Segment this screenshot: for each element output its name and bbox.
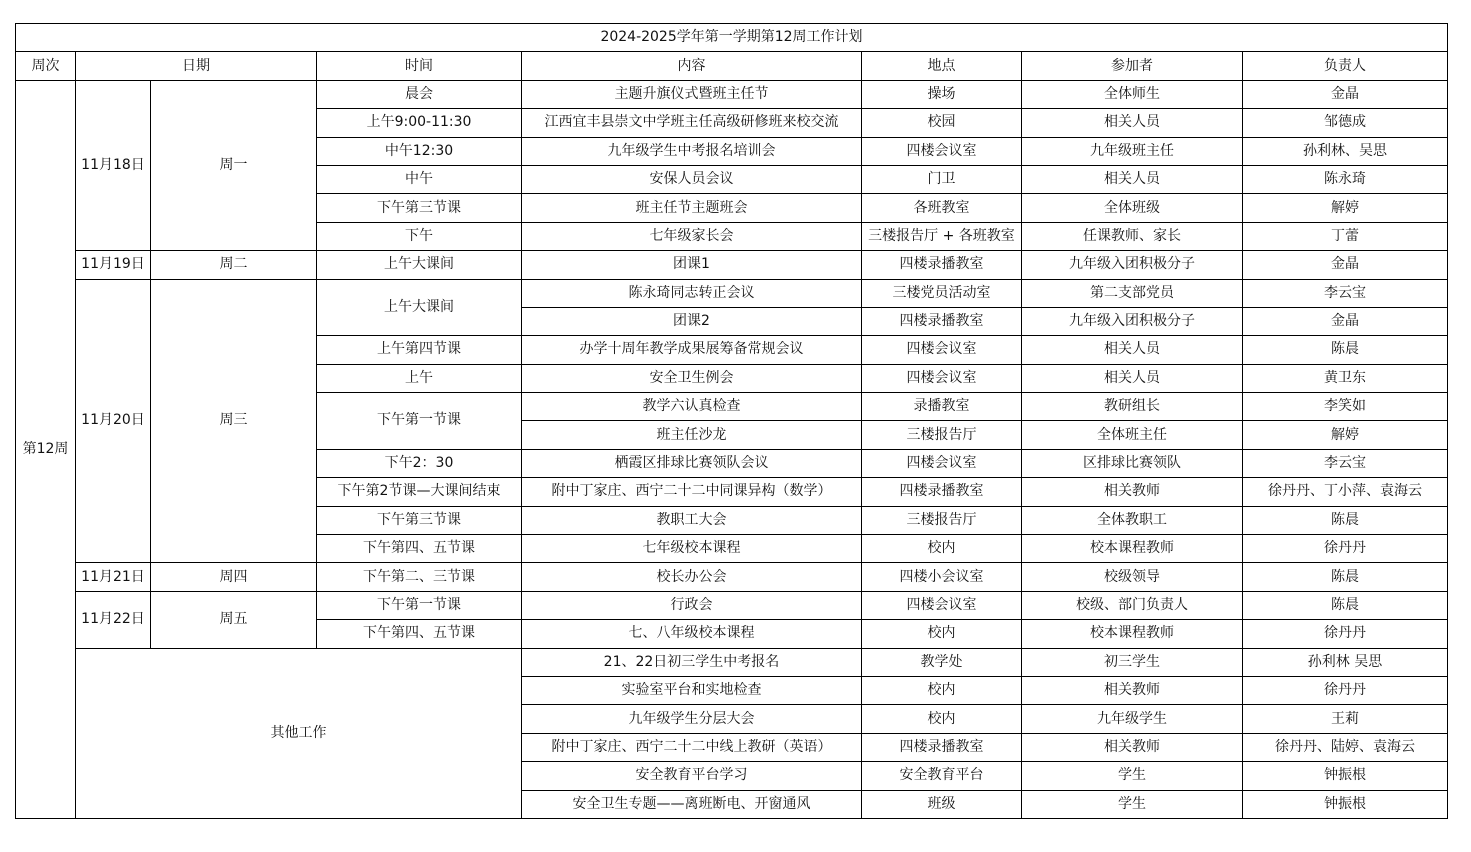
time-cell: 下午第二、三节课: [317, 563, 522, 591]
owner-cell: 金晶: [1243, 251, 1448, 279]
participants-cell: 任课教师、家长: [1022, 222, 1243, 250]
place-cell: 四楼录播教室: [862, 251, 1022, 279]
time-cell: 上午9:00-11:30: [317, 109, 522, 137]
content-cell: 校长办公会: [522, 563, 862, 591]
place-cell: 三楼党员活动室: [862, 279, 1022, 307]
owner-cell: 李云宝: [1243, 449, 1448, 477]
place-cell: 四楼会议室: [862, 449, 1022, 477]
owner-cell: 陈晨: [1243, 563, 1448, 591]
owner-cell: 丁蕾: [1243, 222, 1448, 250]
owner-cell: 解婷: [1243, 421, 1448, 449]
owner-cell: 邹德成: [1243, 109, 1448, 137]
time-cell: 下午第2节课—大课间结束: [317, 478, 522, 506]
place-cell: 四楼录播教室: [862, 307, 1022, 335]
owner-cell: 徐丹丹: [1243, 620, 1448, 648]
participants-cell: 相关教师: [1022, 478, 1243, 506]
table-row: [16, 648, 1448, 676]
date-cell: 11月18日: [76, 80, 151, 250]
header-owner: 负责人: [1243, 52, 1448, 80]
weekday-cell: 周二: [151, 251, 317, 279]
header-week: 周次: [16, 52, 76, 80]
participants-cell: 初三学生: [1022, 648, 1243, 676]
participants-cell: 九年级入团积极分子: [1022, 251, 1243, 279]
participants-cell: 全体班级: [1022, 194, 1243, 222]
participants-cell: 校本课程教师: [1022, 620, 1243, 648]
place-cell: 校内: [862, 620, 1022, 648]
owner-cell: 钟振根: [1243, 790, 1448, 818]
content-cell: 办学十周年教学成果展筹备常规会议: [522, 336, 862, 364]
participants-cell: 全体班主任: [1022, 421, 1243, 449]
owner-cell: 金晶: [1243, 80, 1448, 108]
participants-cell: 相关人员: [1022, 364, 1243, 392]
participants-cell: 相关人员: [1022, 165, 1243, 193]
time-cell: 上午第四节课: [317, 336, 522, 364]
owner-cell: 徐丹丹、丁小萍、袁海云: [1243, 478, 1448, 506]
owner-cell: 陈永琦: [1243, 165, 1448, 193]
participants-cell: 九年级班主任: [1022, 137, 1243, 165]
owner-cell: 徐丹丹: [1243, 676, 1448, 704]
place-cell: 四楼会议室: [862, 137, 1022, 165]
date-cell: 11月21日: [76, 563, 151, 591]
content-cell: 安全教育平台学习: [522, 762, 862, 790]
other-work-label: 其他工作: [76, 648, 522, 818]
content-cell: 七年级家长会: [522, 222, 862, 250]
owner-cell: 王莉: [1243, 705, 1448, 733]
content-cell: 江西宜丰县崇文中学班主任高级研修班来校交流: [522, 109, 862, 137]
owner-cell: 陈晨: [1243, 506, 1448, 534]
weekday-cell: 周四: [151, 563, 317, 591]
table-row: [16, 80, 1448, 108]
participants-cell: 教研组长: [1022, 393, 1243, 421]
participants-cell: 全体师生: [1022, 80, 1243, 108]
weekday-cell: 周三: [151, 279, 317, 563]
header-content: 内容: [522, 52, 862, 80]
place-cell: 四楼会议室: [862, 336, 1022, 364]
participants-cell: 区排球比赛领队: [1022, 449, 1243, 477]
content-cell: 教学六认真检查: [522, 393, 862, 421]
participants-cell: 相关教师: [1022, 676, 1243, 704]
place-cell: 四楼会议室: [862, 364, 1022, 392]
place-cell: 四楼录播教室: [862, 733, 1022, 761]
owner-cell: 陈晨: [1243, 591, 1448, 619]
table-row: [16, 279, 1448, 307]
participants-cell: 相关人员: [1022, 109, 1243, 137]
time-cell: 下午: [317, 222, 522, 250]
content-cell: 21、22日初三学生中考报名: [522, 648, 862, 676]
participants-cell: 校级、部门负责人: [1022, 591, 1243, 619]
header-place: 地点: [862, 52, 1022, 80]
place-cell: 各班教室: [862, 194, 1022, 222]
time-cell: 上午: [317, 364, 522, 392]
content-cell: 主题升旗仪式暨班主任节: [522, 80, 862, 108]
participants-cell: 校级领导: [1022, 563, 1243, 591]
content-cell: 附中丁家庄、西宁二十二中线上教研（英语）: [522, 733, 862, 761]
weekday-cell: 周五: [151, 591, 317, 648]
header-participants: 参加者: [1022, 52, 1243, 80]
title-row: [16, 24, 1448, 52]
place-cell: 校园: [862, 109, 1022, 137]
place-cell: 三楼报告厅: [862, 506, 1022, 534]
content-cell: 九年级学生分层大会: [522, 705, 862, 733]
owner-cell: 解婷: [1243, 194, 1448, 222]
content-cell: 安全卫生例会: [522, 364, 862, 392]
owner-cell: 黄卫东: [1243, 364, 1448, 392]
owner-cell: 李云宝: [1243, 279, 1448, 307]
time-cell: 下午第一节课: [317, 591, 522, 619]
time-cell: 中午12:30: [317, 137, 522, 165]
content-cell: 附中丁家庄、西宁二十二中同课异构（数学）: [522, 478, 862, 506]
participants-cell: 第二支部党员: [1022, 279, 1243, 307]
participants-cell: 相关教师: [1022, 733, 1243, 761]
owner-cell: 孙利林、吴思: [1243, 137, 1448, 165]
participants-cell: 九年级学生: [1022, 705, 1243, 733]
content-cell: 教职工大会: [522, 506, 862, 534]
content-cell: 七、八年级校本课程: [522, 620, 862, 648]
table-row: [16, 251, 1448, 279]
place-cell: 四楼小会议室: [862, 563, 1022, 591]
weekday-cell: 周一: [151, 80, 317, 250]
content-cell: 七年级校本课程: [522, 535, 862, 563]
content-cell: 安保人员会议: [522, 165, 862, 193]
place-cell: 班级: [862, 790, 1022, 818]
content-cell: 安全卫生专题——离班断电、开窗通风: [522, 790, 862, 818]
time-cell: 上午大课间: [317, 279, 522, 336]
owner-cell: 孙利林 吴思: [1243, 648, 1448, 676]
participants-cell: 九年级入团积极分子: [1022, 307, 1243, 335]
time-cell: 下午2：30: [317, 449, 522, 477]
date-cell: 11月20日: [76, 279, 151, 563]
content-cell: 团课1: [522, 251, 862, 279]
owner-cell: 钟振根: [1243, 762, 1448, 790]
owner-cell: 金晶: [1243, 307, 1448, 335]
time-cell: 下午第四、五节课: [317, 620, 522, 648]
content-cell: 实验室平台和实地检查: [522, 676, 862, 704]
owner-cell: 徐丹丹: [1243, 535, 1448, 563]
time-cell: 晨会: [317, 80, 522, 108]
content-cell: 陈永琦同志转正会议: [522, 279, 862, 307]
time-cell: 下午第三节课: [317, 194, 522, 222]
place-cell: 四楼会议室: [862, 591, 1022, 619]
time-cell: 中午: [317, 165, 522, 193]
date-cell: 11月19日: [76, 251, 151, 279]
place-cell: 录播教室: [862, 393, 1022, 421]
place-cell: 校内: [862, 705, 1022, 733]
owner-cell: 陈晨: [1243, 336, 1448, 364]
time-cell: 下午第三节课: [317, 506, 522, 534]
content-cell: 团课2: [522, 307, 862, 335]
content-cell: 行政会: [522, 591, 862, 619]
place-cell: 校内: [862, 535, 1022, 563]
place-cell: 操场: [862, 80, 1022, 108]
participants-cell: 相关人员: [1022, 336, 1243, 364]
time-cell: 上午大课间: [317, 251, 522, 279]
time-cell: 下午第一节课: [317, 393, 522, 450]
place-cell: 四楼录播教室: [862, 478, 1022, 506]
time-cell: 下午第四、五节课: [317, 535, 522, 563]
participants-cell: 学生: [1022, 790, 1243, 818]
place-cell: 校内: [862, 676, 1022, 704]
owner-cell: 徐丹丹、陆婷、袁海云: [1243, 733, 1448, 761]
content-cell: 九年级学生中考报名培训会: [522, 137, 862, 165]
table-row: [16, 591, 1448, 619]
sheet-title: 2024-2025学年第一学期第12周工作计划: [16, 24, 1448, 52]
participants-cell: 校本课程教师: [1022, 535, 1243, 563]
place-cell: 教学处: [862, 648, 1022, 676]
participants-cell: 全体教职工: [1022, 506, 1243, 534]
content-cell: 班主任节主题班会: [522, 194, 862, 222]
owner-cell: 李笑如: [1243, 393, 1448, 421]
date-cell: 11月22日: [76, 591, 151, 648]
place-cell: 三楼报告厅: [862, 421, 1022, 449]
header-row: [16, 52, 1448, 80]
place-cell: 门卫: [862, 165, 1022, 193]
place-cell: 三楼报告厅 + 各班教室: [862, 222, 1022, 250]
week-cell: 第12周: [16, 80, 76, 818]
header-time: 时间: [317, 52, 522, 80]
place-cell: 安全教育平台: [862, 762, 1022, 790]
work-plan-table: [15, 23, 1448, 819]
table-row: [16, 563, 1448, 591]
content-cell: 班主任沙龙: [522, 421, 862, 449]
content-cell: 栖霞区排球比赛领队会议: [522, 449, 862, 477]
participants-cell: 学生: [1022, 762, 1243, 790]
header-date: 日期: [76, 52, 317, 80]
